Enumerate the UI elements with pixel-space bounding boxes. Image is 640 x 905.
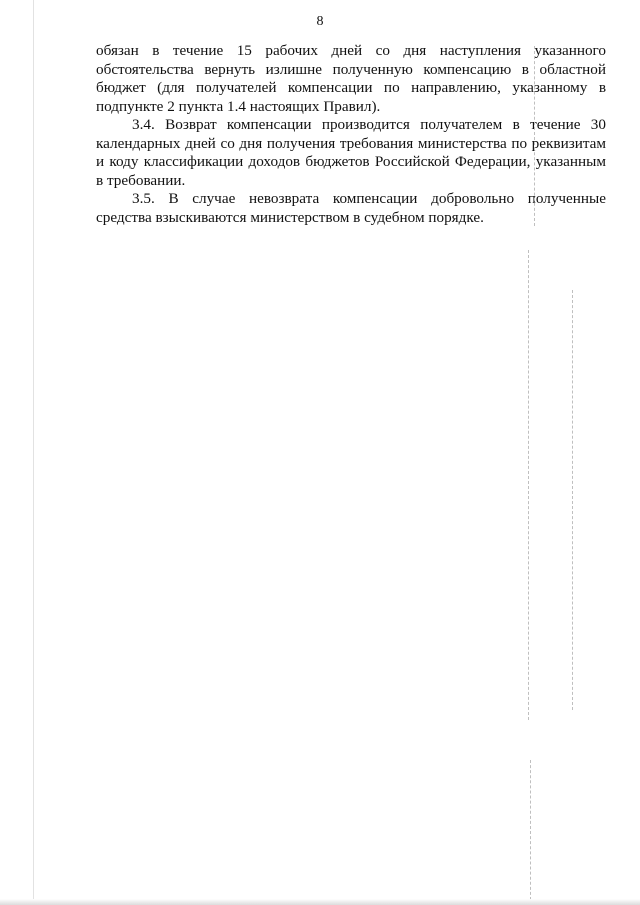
scan-edge-line	[33, 0, 34, 905]
paragraph-3-5: 3.5. В случае невозврата компенсации добровольно полученные средства взыскиваются министерством в судебном порядке.	[96, 190, 606, 226]
scan-artifact-line	[572, 290, 573, 710]
scan-artifact-line	[528, 250, 529, 720]
scan-artifact-line	[534, 46, 535, 226]
paragraph-3-4: 3.4. Возврат компенсации производится получателем в течение 30 календарных дней со дня получения требования министерства по реквизитам и коду классификации доходов бюджетов Российской Федерации, указанным в требовании.	[96, 116, 606, 189]
page-number: 8	[316, 14, 324, 29]
document-body	[96, 42, 606, 227]
scan-bottom-edge	[0, 899, 640, 905]
paragraph-continuation: обязан в течение 15 рабочих дней со дня наступления указанного обстоятельства вернуть излишне полученную компенсацию в областной бюджет (для получателей компенсации по направлению, указанному в подпункте 2 пункта 1.4 настоящих Правил).	[96, 42, 606, 115]
scan-artifact-line	[530, 760, 531, 900]
